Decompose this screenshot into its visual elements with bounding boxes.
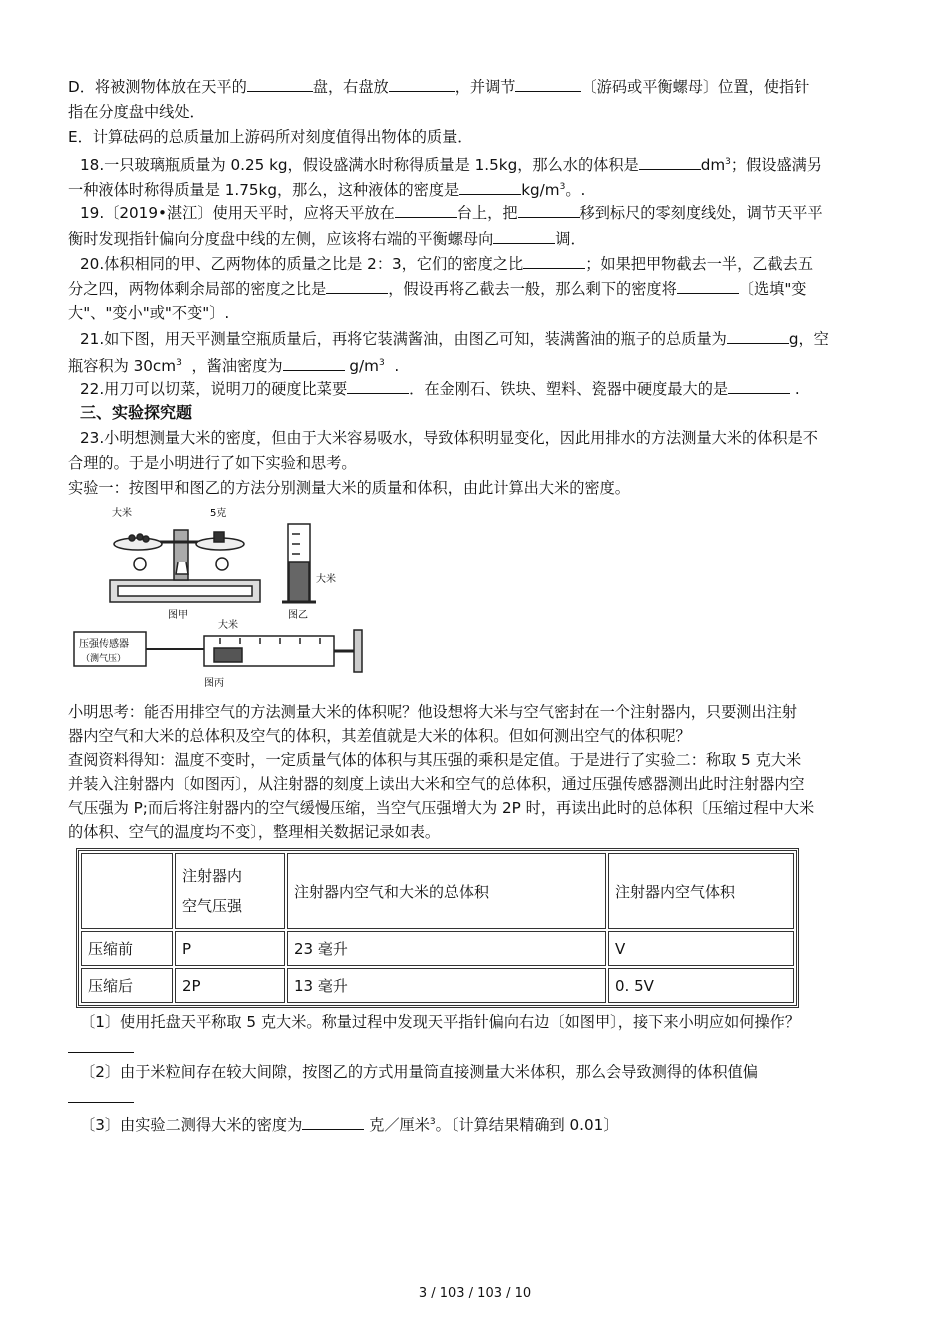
question-19-cont: 衡时发现指针偏向分度盘中线的左侧，应该将右端的平衡螺母向 调． <box>68 230 586 248</box>
blank[interactable] <box>639 154 701 170</box>
blank[interactable] <box>515 76 581 92</box>
blank[interactable] <box>727 328 789 344</box>
table-cell: 2P <box>175 968 285 1003</box>
label-rice: 大米 <box>112 508 132 519</box>
experiment-1: 实验一：按图甲和图乙的方法分别测量大米的质量和体积，由此计算出大米的密度。 <box>68 479 630 497</box>
question-20: 20.体积相同的甲、乙两物体的质量之比是 2：3，它们的密度之比 ；如果把甲物截去一半，乙截去五 <box>80 255 813 273</box>
paragraph-2: 查阅资料得知：温度不变时，一定质量气体的体积与其压强的乘积是定值。于是进行了实验二：称取 5 克大米 <box>68 751 802 769</box>
blank[interactable] <box>728 378 790 394</box>
table-cell: 压缩前 <box>81 931 173 966</box>
table-header-row <box>81 853 794 929</box>
table-header-cell: 注射器内空气和大米的总体积 <box>287 853 606 929</box>
experiment-figure <box>70 502 380 692</box>
syringe-icon <box>74 630 362 672</box>
blank[interactable] <box>523 253 585 269</box>
table-header-cell: 注射器内 空气压强 <box>175 853 285 929</box>
question-23: 23.小明想测量大米的密度，但由于大米容易吸水，导致体积明显变化，因此用排水的方法测量大米的体积是不 <box>80 429 818 447</box>
label-sensor-sub: （测气压） <box>81 654 127 664</box>
label-5g: 5克 <box>210 508 227 519</box>
question-22: 22.用刀可以切菜，说明刀的硬度比菜要 ．在金刚石、铁块、塑料、瓷器中硬度最大的是 . <box>80 380 800 398</box>
label-sensor: 压强传感器 <box>79 639 129 650</box>
paragraph-2-cont: 并装入注射器内〔如图丙〕，从注射器的刻度上读出大米和空气的总体积，通过压强传感器测出此时注射器内空 <box>68 775 805 793</box>
data-table <box>76 848 799 1008</box>
answer-line-1 <box>68 1037 880 1058</box>
sub-question-1: 〔1〕使用托盘天平称取 5 克大米。称量过程中发现天平指针偏向右边〔如图甲〕，接下来小明应如何操作？ <box>80 1013 801 1031</box>
question-18: 18.一只玻璃瓶质量为 0.25 kg，假设盛满水时称得质量是 1.5kg，那么水的体积是 $dm^3$；假设盛满另 <box>80 156 823 174</box>
cylinder-icon <box>282 524 316 602</box>
blank[interactable] <box>677 278 739 294</box>
question-23-cont: 合理的。于是小明进行了如下实验和思考。 <box>68 454 357 472</box>
blank[interactable] <box>68 1087 134 1103</box>
table-cell: V <box>608 931 794 966</box>
blank[interactable] <box>347 378 409 394</box>
table-cell: 13 毫升 <box>287 968 606 1003</box>
blank[interactable] <box>68 1037 134 1053</box>
table-row <box>81 968 794 1003</box>
sub-question-3: 〔3〕由实验二测得大米的密度为 克／厘米$^3$。〔计算结果精确到 0.01〕 <box>80 1116 619 1134</box>
page-footer: 3 / 103 / 103 / 10 <box>418 1286 532 1301</box>
blank[interactable] <box>395 202 457 218</box>
table-cell: 0. 5V <box>608 968 794 1003</box>
question-19: 19.〔2019•湛江〕使用天平时，应将天平放在 台上，把 移到标尺的零刻度线处，调节天平平 <box>80 204 823 222</box>
table-row <box>81 931 794 966</box>
blank[interactable] <box>326 278 388 294</box>
paragraph-1-cont: 器内空气和大米的总体积及空气的体积，其差值就是大米的体积。但如何测出空气的体积呢？ <box>68 727 691 745</box>
table-cell: 压缩后 <box>81 968 173 1003</box>
sub-question-2: 〔2〕由于米粒间存在较大间隙，按图乙的方式用量筒直接测量大米体积，那么会导致测得的体积值偏 <box>80 1063 758 1081</box>
question-20-cont2: 大"、"变小"或"不变"〕. <box>68 304 230 322</box>
label-rice-2: 大米 <box>316 574 336 585</box>
blank[interactable] <box>302 1114 364 1130</box>
line-d2: 指在分度盘中线处． <box>68 103 205 121</box>
blank[interactable] <box>459 179 521 195</box>
blank[interactable] <box>389 76 455 92</box>
question-20-cont: 分之四，两物体剩余局部的密度之比是 ，假设再将乙截去一般，那么剩下的密度将 〔选填"变 <box>68 280 807 298</box>
paragraph-2-cont3: 的体积、空气的温度均不变〕，整理相关数据记录如表。 <box>68 823 441 841</box>
question-21: 21.如下图，用天平测量空瓶质量后，再将它装满酱油，由图乙可知，装满酱油的瓶子的总质量为 g，空 <box>80 330 829 348</box>
table-cell: 23 毫升 <box>287 931 606 966</box>
section-heading: 三、实验探究题 <box>80 403 193 422</box>
label-bing: 图丙 <box>204 678 224 689</box>
label-rice-3: 大米 <box>218 620 238 631</box>
label-jia: 图甲 <box>168 610 188 621</box>
balance-icon <box>110 530 260 602</box>
table-cell: P <box>175 931 285 966</box>
line-d1: D．将被测物体放在天平的 盘，右盘放 ，并调节 〔游码或平衡螺母〕位置，使指针 <box>68 78 810 96</box>
blank[interactable] <box>283 355 345 371</box>
blank[interactable] <box>518 202 580 218</box>
blank[interactable] <box>247 76 313 92</box>
label-yi: 图乙 <box>288 610 308 621</box>
paragraph-1: 小明思考：能否用排空气的方法测量大米的体积呢？他设想将大米与空气密封在一个注射器内，只要测出注射 <box>68 703 797 721</box>
table-header-cell <box>81 853 173 929</box>
question-21-cont: 瓶容积为 $30cm^3$ ，酱油密度为 $g/m^3$ . <box>68 357 400 375</box>
blank[interactable] <box>493 228 555 244</box>
answer-line-2 <box>68 1087 880 1108</box>
question-18-cont: 一种液体时称得质量是 1.75kg，那么，这种液体的密度是 $kg/m^3$。. <box>68 181 586 199</box>
line-e1: E．计算砝码的总质量加上游码所对刻度值得出物体的质量． <box>68 128 473 146</box>
paragraph-2-cont2: 气压强为 P;而后将注射器内的空气缓慢压缩，当空气压强增大为 2P 时，再读出此时的总体积〔压缩过程中大米 <box>68 799 815 817</box>
table-header-cell: 注射器内空气体积 <box>608 853 794 929</box>
